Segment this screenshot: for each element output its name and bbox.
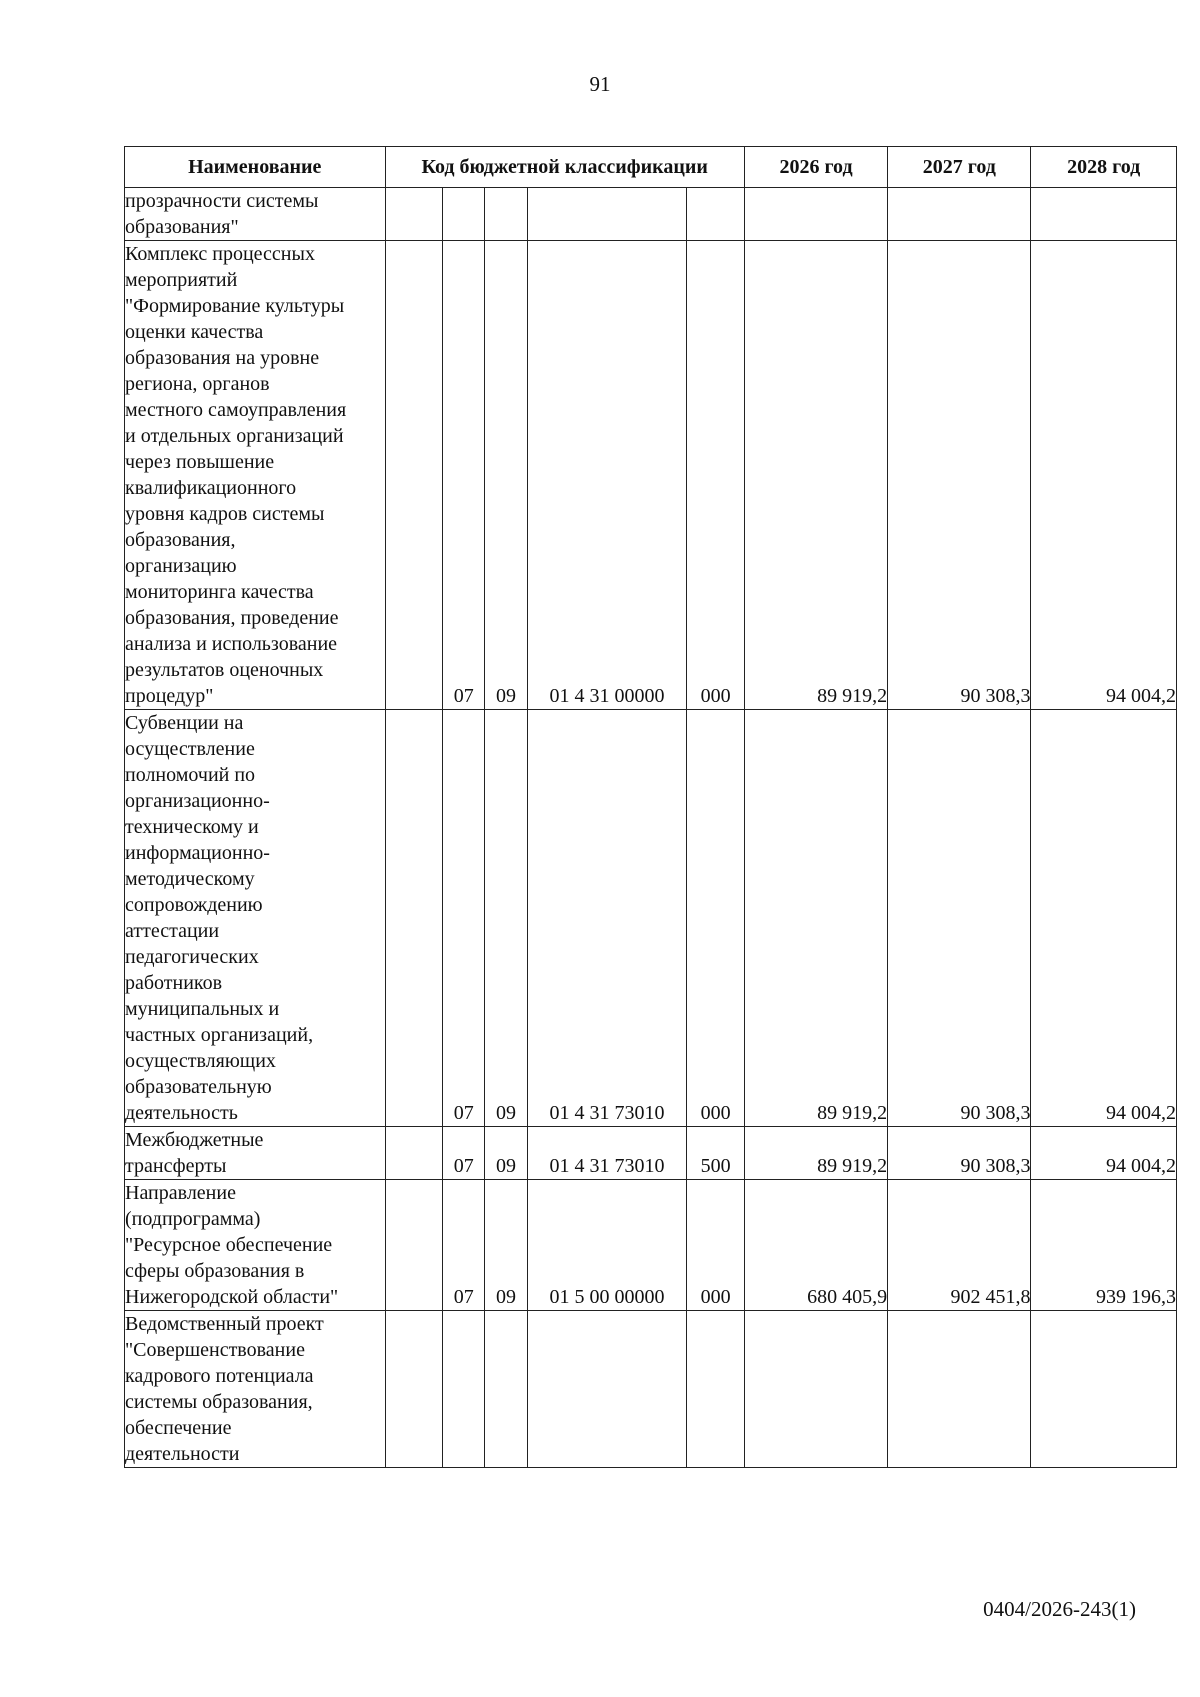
- code-subsection: [485, 188, 527, 241]
- value-2028: [1031, 1311, 1177, 1468]
- code-target-article: 01 4 31 73010: [527, 710, 687, 1127]
- code-target-article: [527, 1311, 687, 1468]
- code-expense-type: 000: [687, 710, 745, 1127]
- code-section: 07: [443, 1180, 485, 1311]
- code-section: 07: [443, 710, 485, 1127]
- value-2026: [744, 188, 887, 241]
- value-2026: 89 919,2: [744, 710, 887, 1127]
- value-2026: 89 919,2: [744, 241, 887, 710]
- code-subsection: [485, 1311, 527, 1468]
- code-section: 07: [443, 241, 485, 710]
- code-expense-type: 000: [687, 241, 745, 710]
- code-target-article: 01 4 31 00000: [527, 241, 687, 710]
- value-2027: 902 451,8: [888, 1180, 1031, 1311]
- header-2028: 2028 год: [1031, 147, 1177, 188]
- code-col-1: [385, 188, 443, 241]
- code-col-1: [385, 1311, 443, 1468]
- document-code: 0404/2026-243(1): [983, 1597, 1136, 1621]
- value-2027: [888, 188, 1031, 241]
- table-row: [125, 1180, 1177, 1311]
- value-2026: [744, 1311, 887, 1468]
- row-name: Субвенции на осуществление полномочий по организационно-техническому и информационно-методическому сопровождению аттестации педагогических работников муниципальных и частных организаций, осуществляющих образовательную деятельность: [125, 710, 386, 1127]
- table-row: [125, 710, 1177, 1127]
- row-name: Межбюджетные трансферты: [125, 1127, 386, 1180]
- code-subsection: 09: [485, 241, 527, 710]
- row-name: прозрачности системы образования": [125, 188, 386, 241]
- code-target-article: 01 4 31 73010: [527, 1127, 687, 1180]
- row-name: Направление (подпрограмма) "Ресурсное обеспечение сферы образования в Нижегородской области": [125, 1180, 386, 1311]
- code-col-1: [385, 1127, 443, 1180]
- header-2026: 2026 год: [744, 147, 887, 188]
- value-2026: 680 405,9: [744, 1180, 887, 1311]
- code-subsection: 09: [485, 710, 527, 1127]
- code-section: [443, 188, 485, 241]
- code-expense-type: [687, 1311, 745, 1468]
- code-expense-type: 000: [687, 1180, 745, 1311]
- value-2028: 939 196,3: [1031, 1180, 1177, 1311]
- header-name: Наименование: [125, 147, 386, 188]
- code-expense-type: 500: [687, 1127, 745, 1180]
- code-expense-type: [687, 188, 745, 241]
- value-2027: 90 308,3: [888, 241, 1031, 710]
- code-col-1: [385, 1180, 443, 1311]
- row-name: Ведомственный проект "Совершенствование кадрового потенциала системы образования, обеспечение деятельности: [125, 1311, 386, 1468]
- value-2028: [1031, 188, 1177, 241]
- code-target-article: 01 5 00 00000: [527, 1180, 687, 1311]
- table-row: [125, 188, 1177, 241]
- table-row: [125, 1127, 1177, 1180]
- table-header-row: [125, 147, 1177, 188]
- code-target-article: [527, 188, 687, 241]
- header-code: Код бюджетной классификации: [385, 147, 744, 188]
- value-2027: [888, 1311, 1031, 1468]
- value-2028: 94 004,2: [1031, 1127, 1177, 1180]
- row-name: Комплекс процессных мероприятий "Формирование культуры оценки качества образования на уровне региона, органов местного самоуправления и отдельных организаций через повышение квалификационного уровня кадров системы образования, организацию мониторинга качества образования, проведение анализа и использование результатов оценочных процедур": [125, 241, 386, 710]
- value-2026: 89 919,2: [744, 1127, 887, 1180]
- code-col-1: [385, 710, 443, 1127]
- header-2027: 2027 год: [888, 147, 1031, 188]
- table-row: [125, 241, 1177, 710]
- table-row: [125, 1311, 1177, 1468]
- code-section: [443, 1311, 485, 1468]
- value-2028: 94 004,2: [1031, 241, 1177, 710]
- code-subsection: 09: [485, 1127, 527, 1180]
- code-col-1: [385, 241, 443, 710]
- code-section: 07: [443, 1127, 485, 1180]
- code-subsection: 09: [485, 1180, 527, 1311]
- value-2028: 94 004,2: [1031, 710, 1177, 1127]
- value-2027: 90 308,3: [888, 1127, 1031, 1180]
- value-2027: 90 308,3: [888, 710, 1031, 1127]
- budget-table: [124, 146, 1177, 1468]
- page-number: 91: [589, 72, 611, 96]
